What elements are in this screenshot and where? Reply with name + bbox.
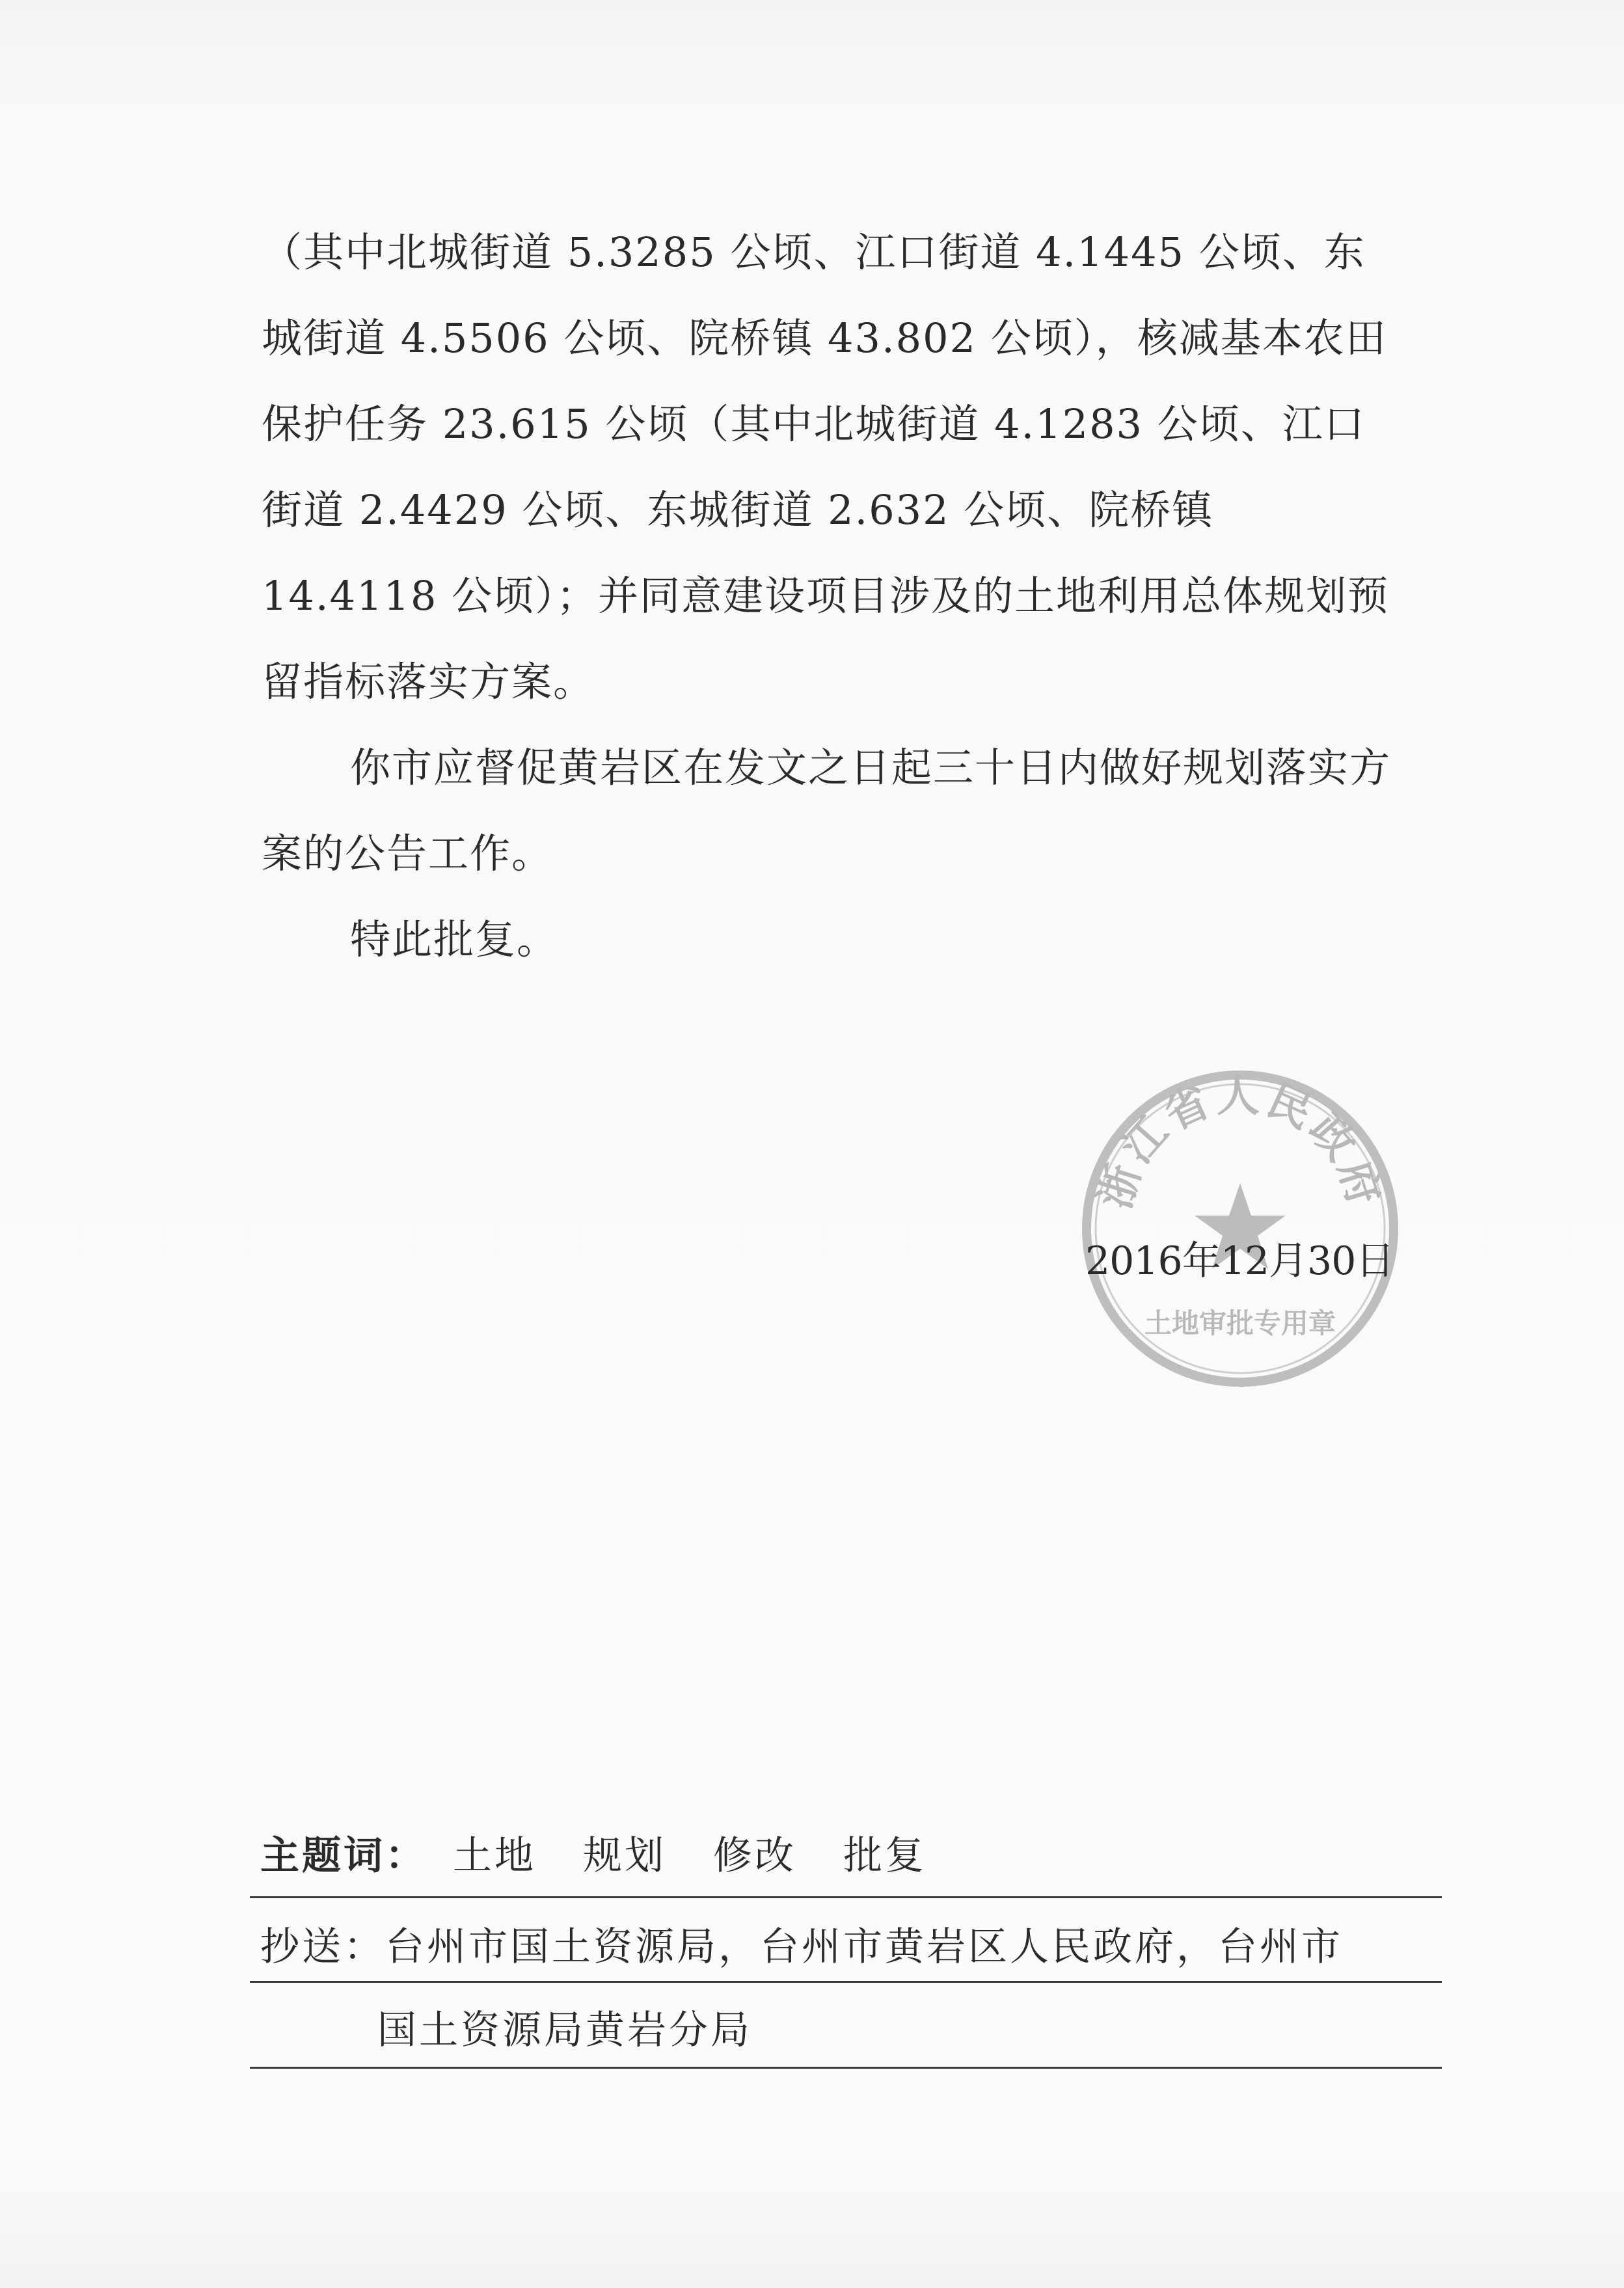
body-paragraph-3: 特此批复。 — [350, 916, 559, 963]
keyword-item: 规划 — [583, 1833, 666, 1879]
seal-text: 浙江省人民政府 — [1089, 1071, 1391, 1215]
keyword-item: 批复 — [843, 1833, 927, 1879]
official-seal-icon — [1071, 1059, 1409, 1398]
footer-divider-bottom — [250, 2067, 1442, 2069]
cc-row — [260, 1921, 1343, 1973]
keyword-item: 修改 — [713, 1833, 796, 1879]
document-body — [262, 210, 1394, 983]
cc-line-2: 国土资源局黄岩分局 — [377, 2008, 752, 2053]
body-paragraph-2: 你市应督促黄岩区在发文之日起三十日内做好规划落实方案的公告工作。 — [262, 744, 1392, 877]
seal-subtext: 土地审批专用章 — [1144, 1307, 1336, 1339]
keywords-label: 主题词： — [260, 1833, 427, 1879]
cc-label: 抄送： — [260, 1924, 385, 1970]
footer-divider-middle — [250, 1981, 1442, 1983]
signature-date: 2016年12月30日 — [1085, 1238, 1394, 1284]
footer-divider-top — [250, 1896, 1442, 1898]
body-paragraph-1: （其中北城街道 5.3285 公顷、江口街道 4.1445 公顷、东城街道 4.5506 公顷、院桥镇 43.802 公顷），核减基本农田保护任务 23.615 公顷（其中北城街道 4.1283 公顷、江口街道 2.4429 公顷、东城街道 2.632 公顷、院桥镇 14.4118 公顷）；并同意建设项目涉及的土地利用总体规划预留指标落实方案。 — [262, 228, 1390, 705]
cc-line-1: 台州市国土资源局，台州市黄岩区人民政府，台州市 — [385, 1924, 1343, 1970]
keywords-row — [260, 1830, 927, 1882]
keyword-item: 土地 — [453, 1833, 536, 1879]
